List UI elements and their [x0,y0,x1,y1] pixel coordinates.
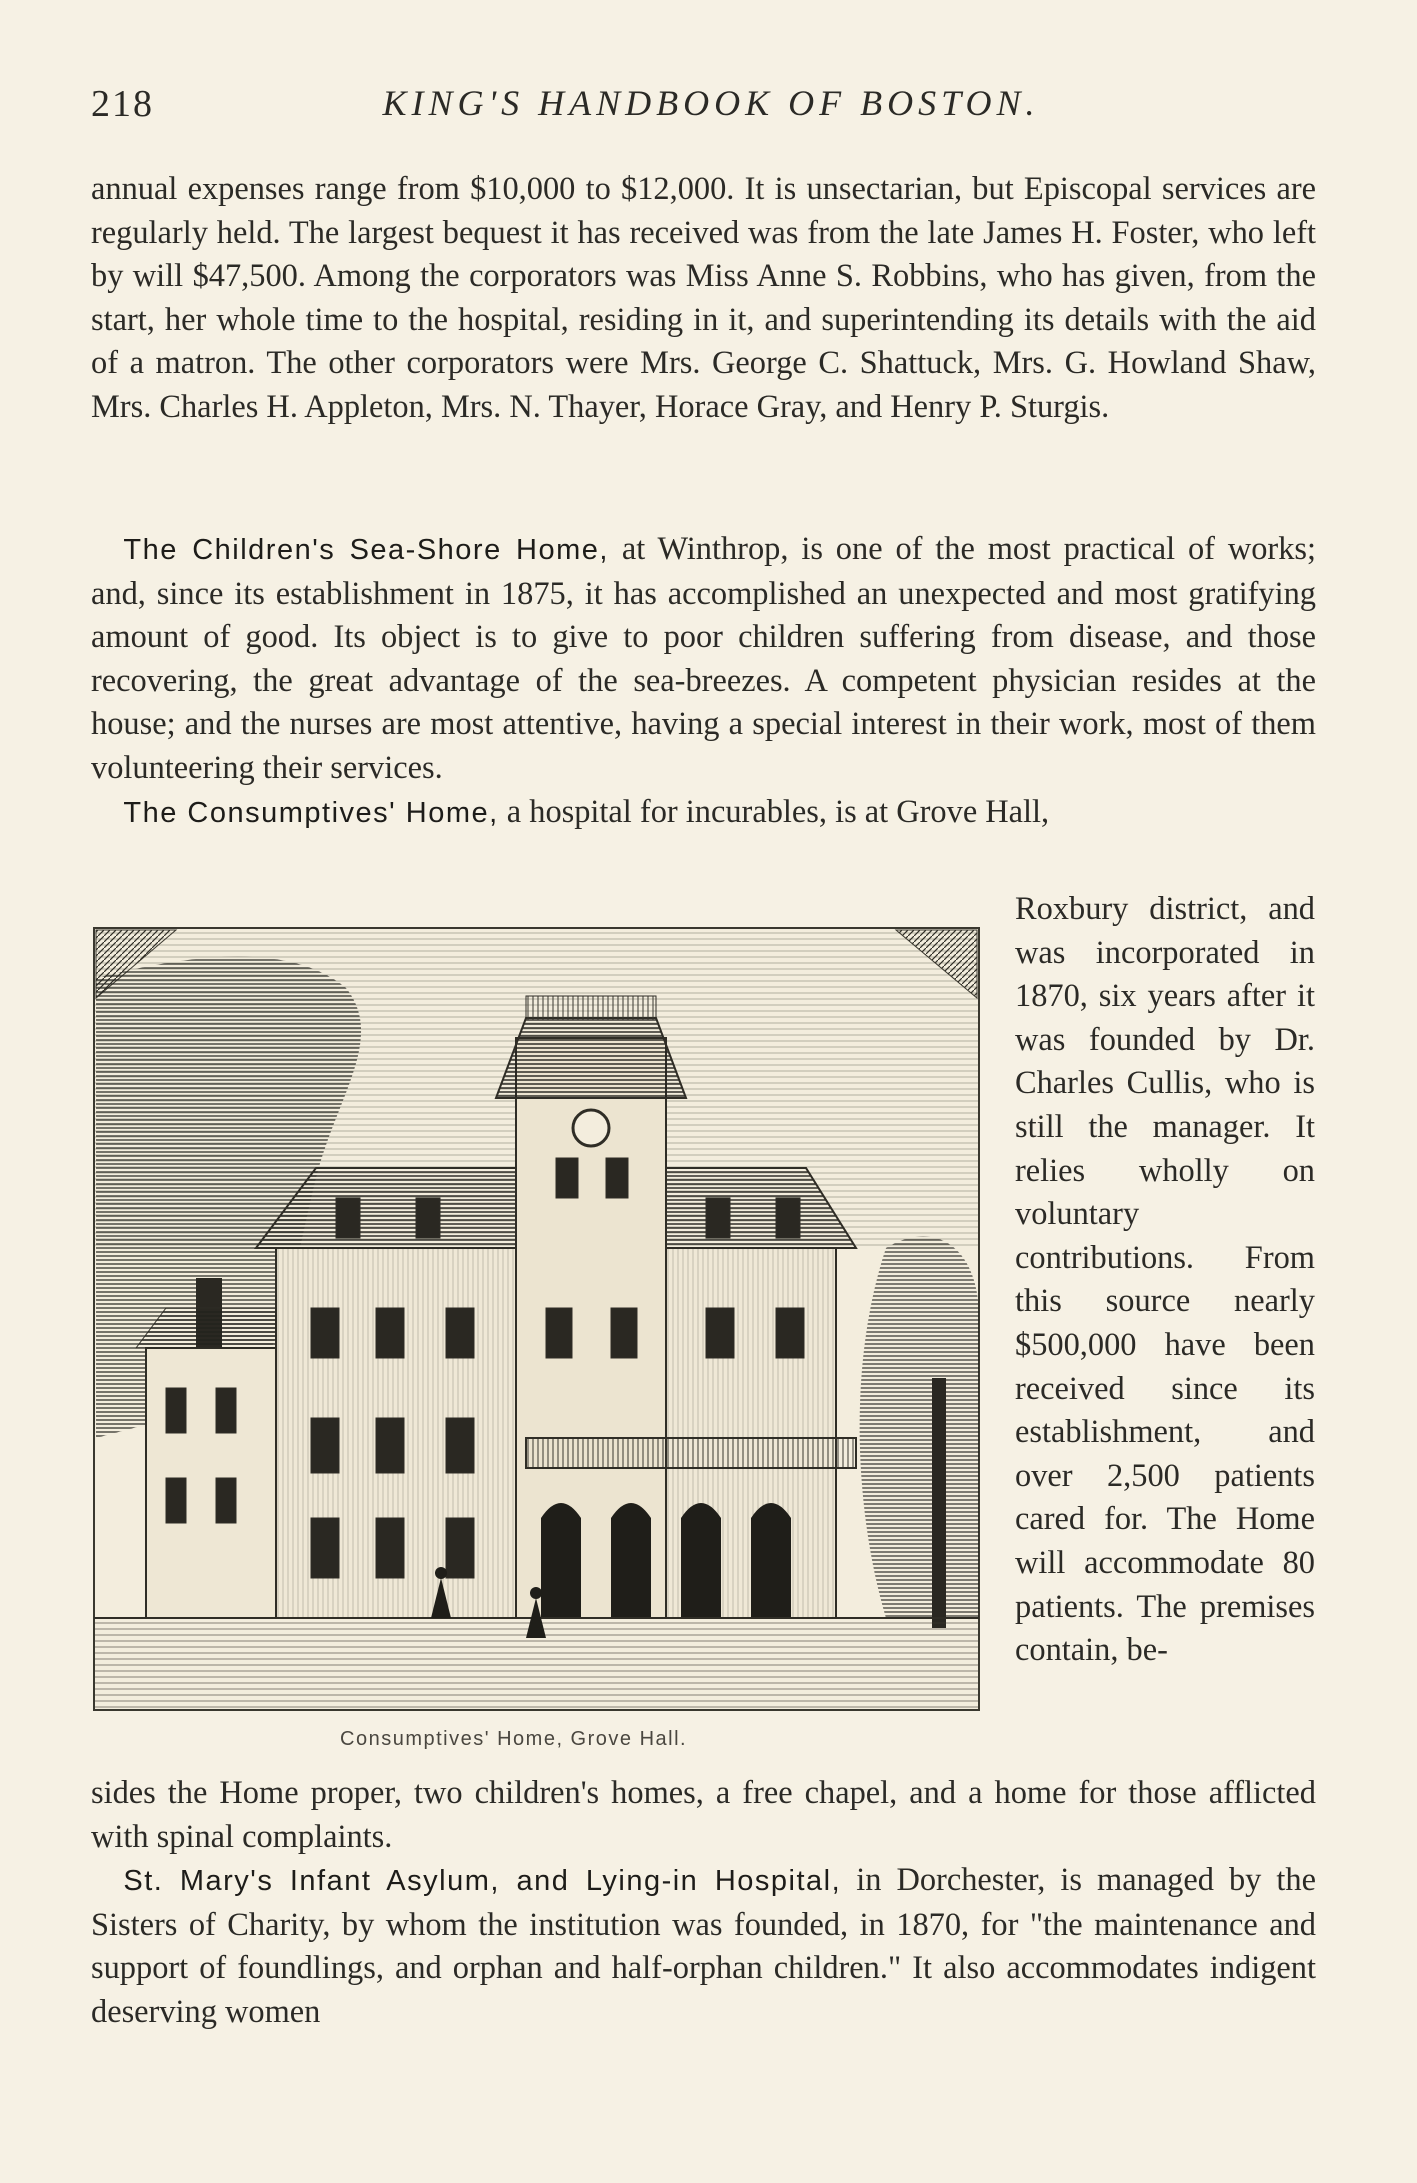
paragraph-sea-shore-home [91,528,1316,835]
engraving-consumptives-home [86,918,986,1718]
paragraph-lead: The Consumptives' Home, [123,796,499,829]
paragraph-lower [91,1772,1316,2035]
paragraph-text [91,528,1316,791]
paragraph-lead: The Children's Sea-Shore Home, [123,534,609,566]
paragraph-text [91,791,1316,836]
wrapped-text-column [1015,888,1315,1673]
paragraph-hospital-expenses [91,168,1316,430]
paragraph-lead: St. Mary's Infant Asylum, and Lying-in Hospital, [123,1865,842,1898]
page-header [91,82,1331,132]
page-number: 218 [91,83,154,125]
illustration-figure [86,918,986,1718]
paragraph-body: in Dorchester, is managed by the Sisters of Charity, by whom the institution was founded, in 1870, for "the maintenance and support of foundlings, and orphan and half-orphan children." It also accommodates indigent deserving women [91,1862,1316,2030]
paragraph-text: annual expenses range from $10,000 to $12,000. It is unsectarian, but Episcopal services are regularly held. The largest bequest it has received was from the late James H. Foster, who left by will $47,500. Among the corporators was Miss Anne S. Robbins, who has given, from the start, her whole time to the hospital, residing in it, and superintending its details with the aid of a matron. The other corporators were Mrs. George C. Shattuck, Mrs. G. Howland Shaw, Mrs. Charles H. Appleton, Mrs. N. Thayer, Horace Gray, and Henry P. Sturgis. [91,171,1316,425]
paragraph-text: Roxbury district, and was incorporated in 1870, six years after it was founded by Dr. Charles Cullis, who is still the manager. It relies wholly on voluntary contributions. From this source nearly $500,000 have been received since its establishment, and over 2,500 patients cared for. The Home will accommodate 80 patients. The premises contain, be- [1015,891,1315,1669]
running-title: KING'S HANDBOOK OF BOSTON. [382,83,1040,123]
paragraph-text [91,1859,1316,2034]
paragraph-text: sides the Home proper, two children's homes, a free chapel, and a home for those afflicted with spinal complaints. [91,1775,1316,1855]
paragraph-body: a hospital for incurables, is at Grove Hall, [498,793,1050,830]
paragraph-body: at Winthrop, is one of the most practical of works; and, since its establishment in 1875, it has accomplished an unexpected and most gratifying amount of good. Its object is to give to poor children suffering from disease, and those recovering, the great advantage of the sea-breezes. A competent physician resides at the house; and the nurses are most attentive, having a special interest in their work, most of them volunteering their services. [91,531,1316,786]
figure-caption: Consumptives' Home, Grove Hall. [340,1728,688,1750]
